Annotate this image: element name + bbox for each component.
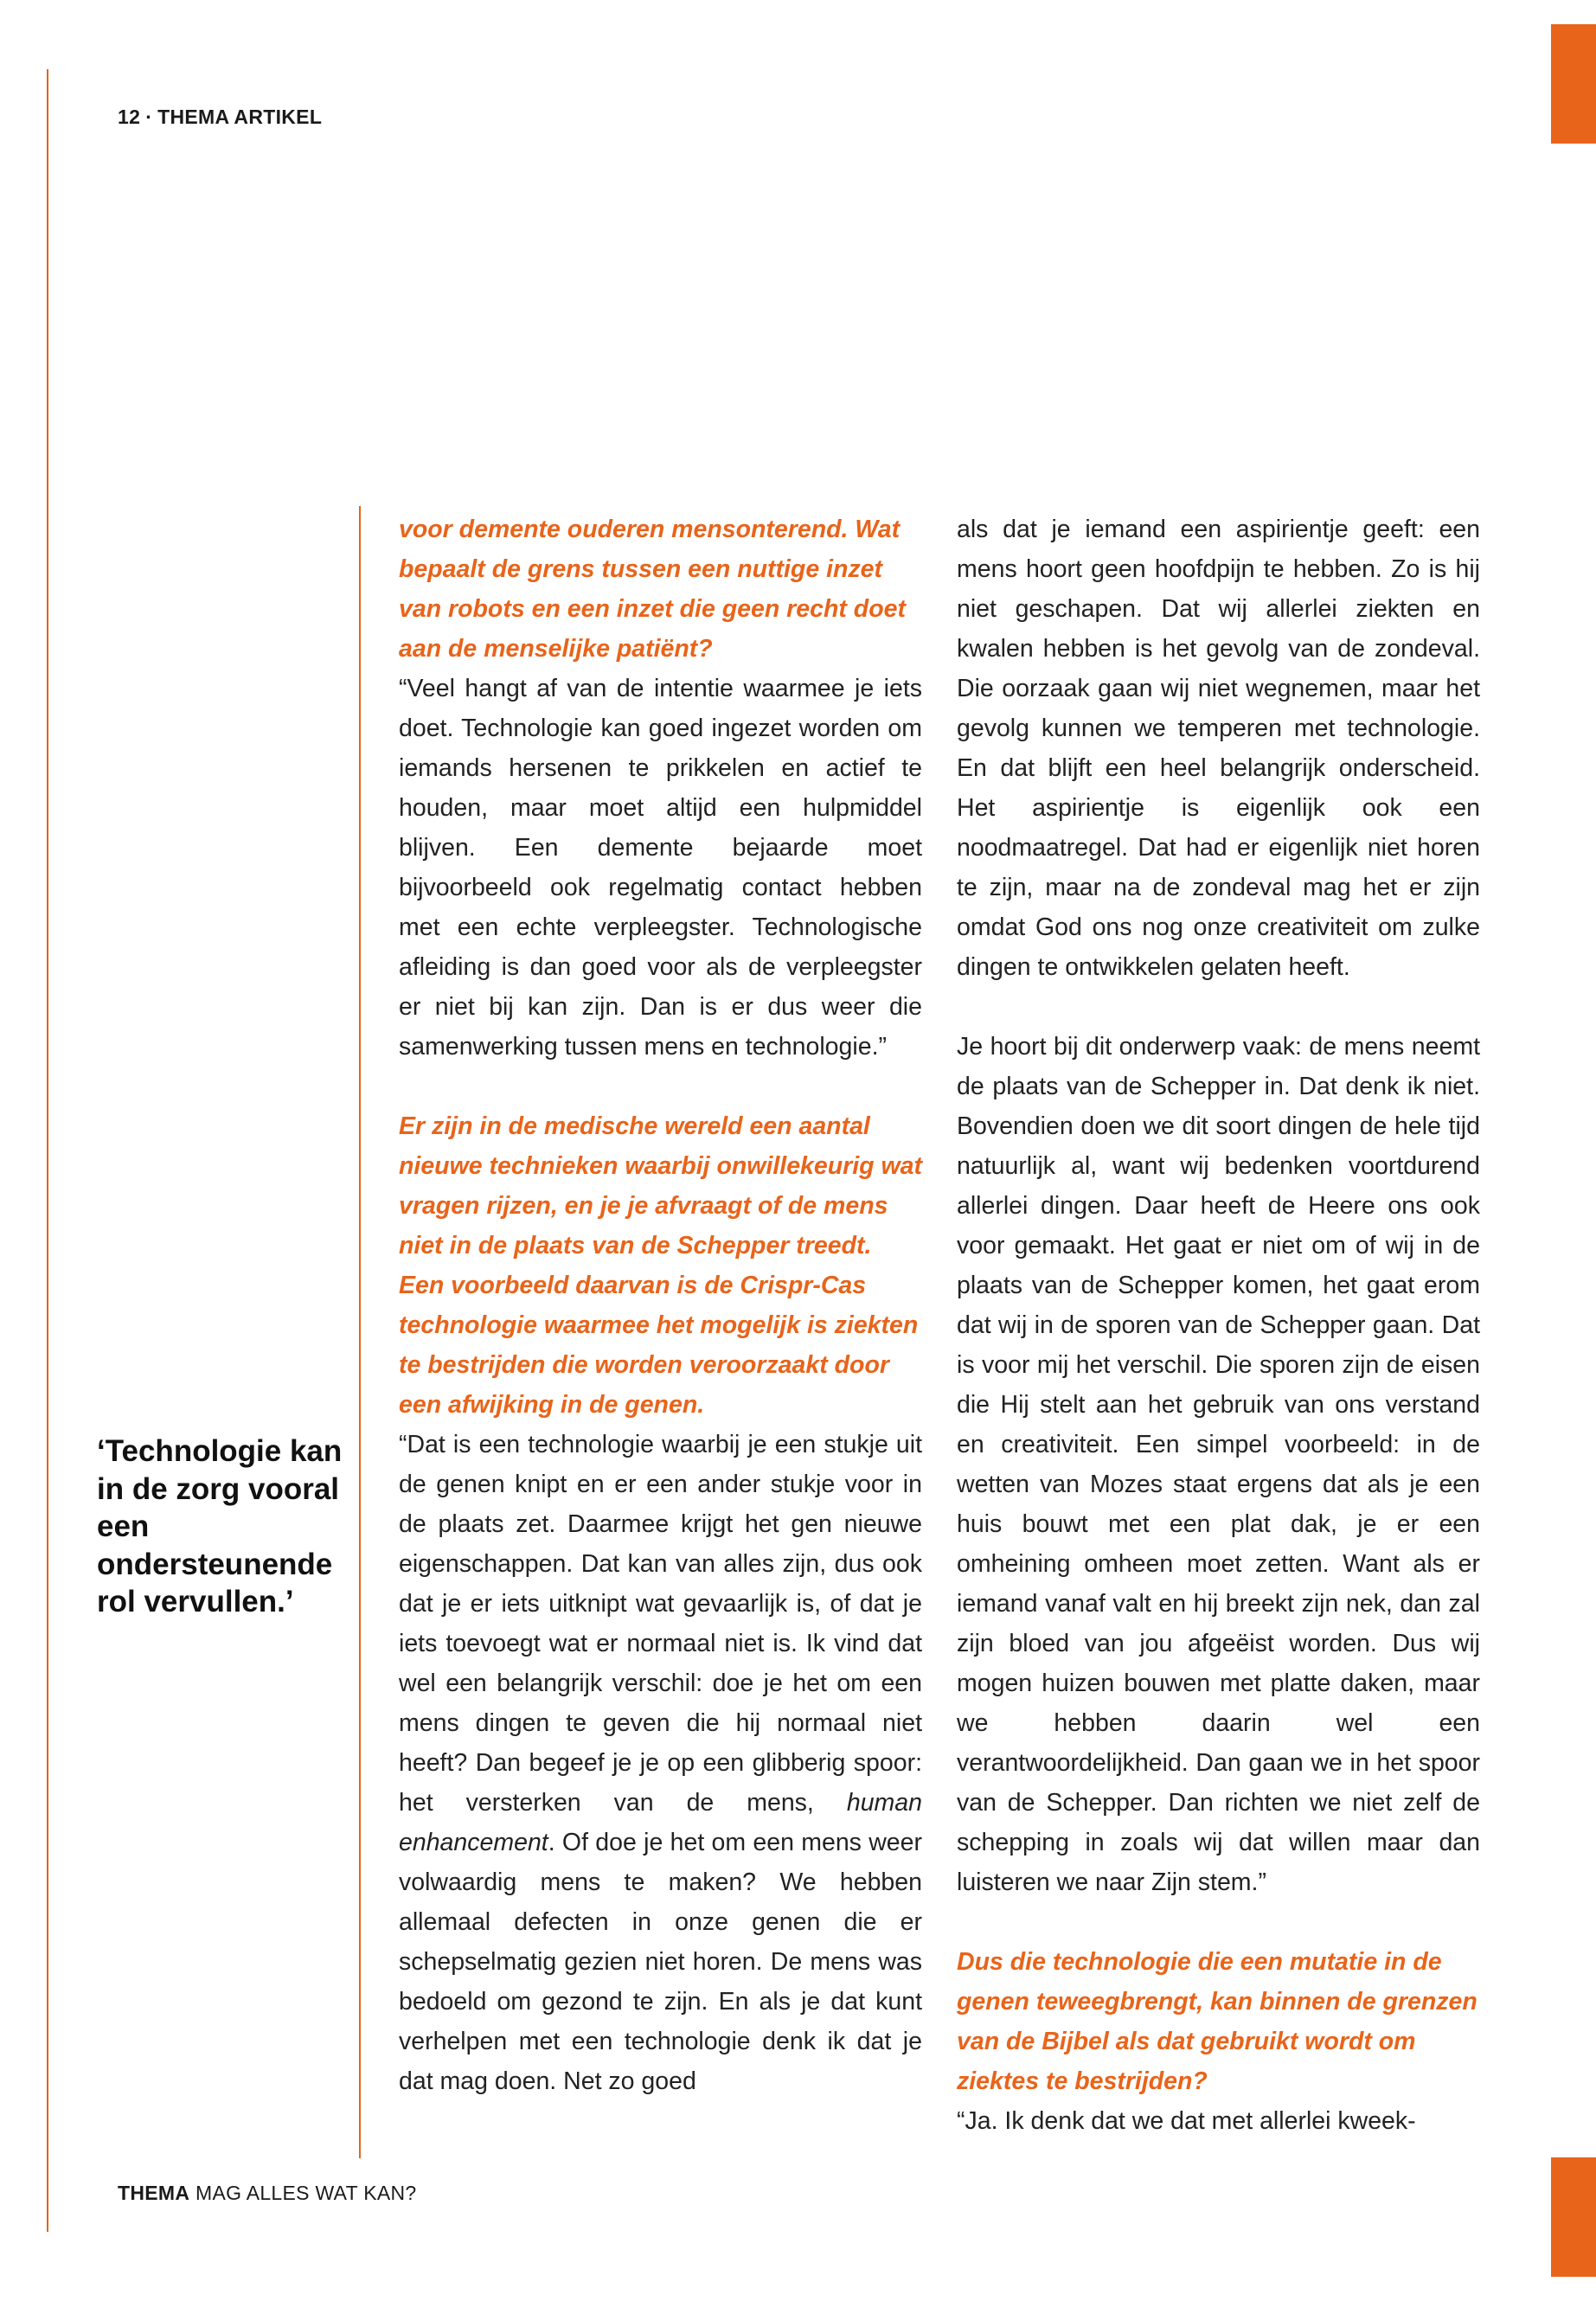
left-margin-rule [47, 69, 48, 2232]
emphasized-term: human enhancement [399, 1789, 922, 1856]
pull-quote: ‘Technologie kan in de zorg vooral een ondersteunende rol vervullen.’ [97, 1434, 343, 1618]
interview-answer [399, 1425, 922, 2101]
interview-question: Dus die technologie die een mutatie in de genen teweegbrengt, kan binnen de grenzen van de Bijbel als dat gebruikt wordt om ziektes te bestrijden? [957, 1948, 1477, 2095]
answer-text: . Of doe je het om een mens weer volwaardig mens te maken? We hebben allemaal defecten in onze genen die er schepselmatig gezien niet horen. De mens was bedoeld om gezond te zijn. En als je dat kunt verhelpen met een technologie denk ik dat je dat mag doen. Net zo goed [399, 1829, 922, 2095]
page-number: 12 [118, 106, 141, 128]
text-column-1 [399, 510, 922, 2101]
interview-question: voor demente ouderen mensonterend. Wat bepaalt de grens tussen een nuttige inzet van robots en een inzet die geen recht doet aan de menselijke patiënt? [399, 516, 906, 663]
answer-text: “Dat is een technologie waarbij je een stukje uit de genen knipt en er een ander stukje voor in de plaats zet. Daarmee krijgt het gen nieuwe eigenschappen. Dat kan van alles zijn, dus ook dat je er iets uitknipt wat gevaarlijk is, of dat je iets toevoegt wat er normaal niet is. Ik vind dat wel een belangrijk verschil: doe je het om een mens dingen te geven die hij normaal niet heeft? Dan begeef je je op een glibberig spoor: het versterken van de mens, [399, 1431, 922, 1817]
header-separator: · [145, 106, 153, 128]
text-column-2 [957, 510, 1480, 2141]
interview-answer: als dat je iemand een aspirientje geeft: een mens hoort geen hoofdpijn te hebben. Zo is hij niet geschapen. Dat wij allerlei ziekten en kwalen hebben is het gevolg van de zondeval. Die oorzaak gaan wij niet wegnemen, maar het gevolg kunnen we temperen met technologie. En dat blijft een heel belangrijk onderscheid. Het aspirientje is eigenlijk ook een noodmaatregel. Dat had er eigenlijk niet horen te zijn, maar na de zondeval mag het er zijn omdat God ons nog onze creativiteit om zulke dingen te ontwikkelen gelaten heeft. [957, 516, 1480, 981]
interview-answer: “Veel hangt af van de intentie waarmee je iets doet. Technologie kan goed ingezet worden om iemands hersenen te prikkelen en actief te houden, maar moet altijd een hulpmiddel blijven. Een demente bejaarde moet bijvoorbeeld ook regelmatig contact hebben met een echte verpleegster. Technologische afleiding is dan goed voor als de verpleegster er niet bij kan zijn. Dan is er dus weer die samenwerking tussen mens en technologie.” [399, 675, 922, 1061]
footer-brand: THEMA [118, 2182, 190, 2204]
section-label: THEMA ARTIKEL [157, 106, 323, 128]
interview-answer: “Ja. Ik denk dat we dat met allerlei kweek- [957, 2107, 1416, 2135]
top-edge-tab [1551, 24, 1596, 144]
page-header [118, 106, 322, 129]
bottom-edge-tab [1551, 2157, 1596, 2277]
interview-question: Er zijn in de medische wereld een aantal nieuwe technieken waarbij onwillekeurig wat vragen rijzen, en je je afvraagt of de mens niet in de plaats van de Schepper treedt. Een voorbeeld daarvan is de Crispr-Cas technologie waarmee het mogelijk is ziekten te bestrijden die worden veroorzaakt door een afwijking in de genen. [399, 1112, 922, 1419]
column-divider-rule [359, 506, 361, 2158]
footer-title: MAG ALLES WAT KAN? [195, 2182, 417, 2204]
page-footer [118, 2182, 417, 2205]
interview-answer: Je hoort bij dit onderwerp vaak: de mens neemt de plaats van de Schepper in. Dat denk ik niet. Bovendien doen we dit soort dingen de hele tijd natuurlijk al, want wij bedenken voortdurend allerlei dingen. Daar heeft de Heere ons ook voor gemaakt. Het gaat er niet om of wij in de plaats van de Schepper komen, het gaat erom dat wij in de sporen van de Schepper gaan. Dat is voor mij het verschil. Die sporen zijn de eisen die Hij stelt aan het gebruik van ons verstand en creativiteit. Een simpel voorbeeld: in de wetten van Mozes staat ergens dat als je een huis bouwt met een plat dak, je er een omheining omheen moet zetten. Want als er iemand vanaf valt en hij breekt zijn nek, dan zal zijn bloed van jou afgeëist worden. Dus wij mogen huizen bouwen met platte daken, maar we hebben daarin wel een verantwoordelijkheid. Dan gaan we in het spoor van de Schepper. Dan richten we niet zelf de schepping in zoals wij dat willen maar dan luisteren we naar Zijn stem.” [957, 1033, 1480, 1896]
